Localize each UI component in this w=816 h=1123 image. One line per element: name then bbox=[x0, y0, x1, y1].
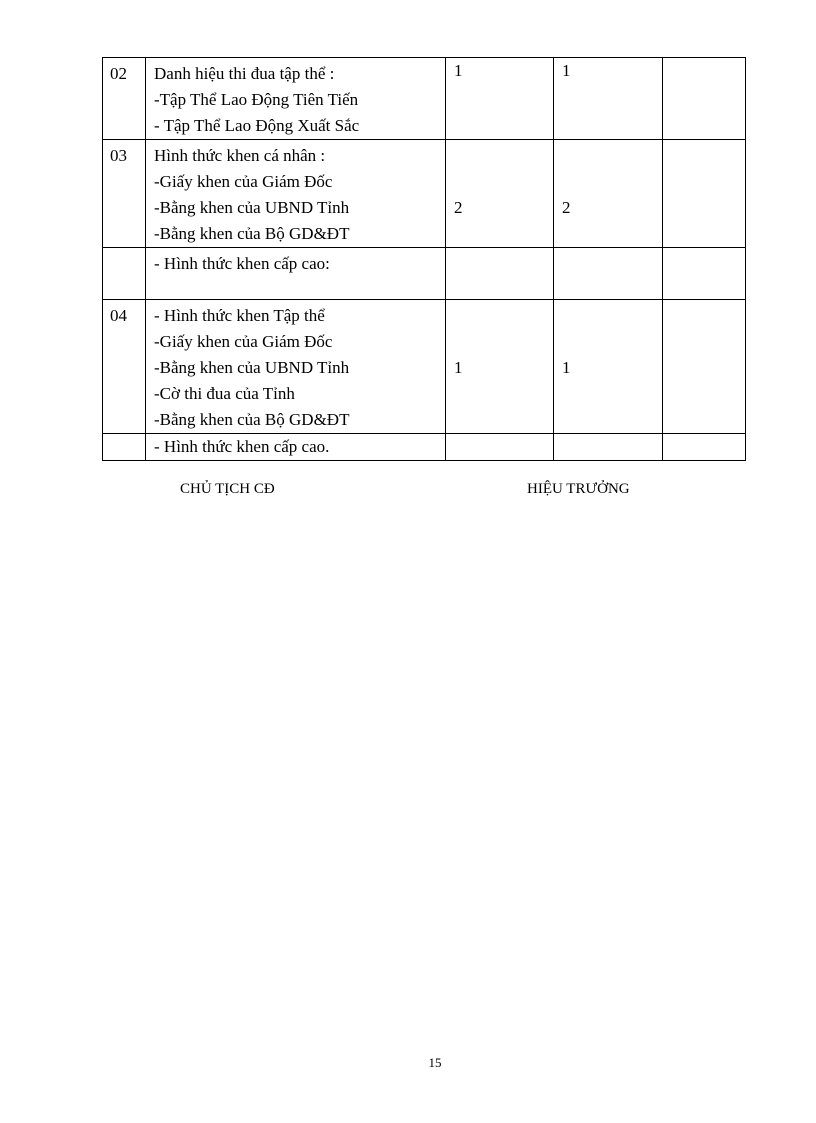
count-cell bbox=[446, 140, 554, 248]
row-number: 03 bbox=[103, 140, 146, 248]
content-line: -Giấy khen của Giám Đốc bbox=[154, 172, 333, 191]
count-cell bbox=[554, 434, 663, 461]
content-line: -Bằng khen của Bộ GD&ĐT bbox=[154, 224, 350, 243]
content-line: -Bằng khen của UBND Tỉnh bbox=[154, 358, 350, 377]
table-row bbox=[103, 140, 746, 248]
count-cell bbox=[446, 300, 554, 434]
count-value: 1 bbox=[562, 358, 571, 377]
notes-cell bbox=[663, 58, 746, 140]
signature-union-chair: CHỦ TỊCH CĐ bbox=[180, 481, 275, 497]
count-cell bbox=[446, 248, 554, 300]
awards-table bbox=[102, 57, 746, 461]
row-content bbox=[146, 300, 446, 434]
content-line: -Giấy khen của Giám Đốc bbox=[154, 332, 333, 351]
content-line: -Bằng khen của UBND Tỉnh bbox=[154, 198, 350, 217]
content-line: - Hình thức khen cấp cao: bbox=[154, 254, 330, 273]
count-value: 1 bbox=[454, 61, 463, 80]
notes-cell bbox=[663, 140, 746, 248]
count-value: 1 bbox=[562, 61, 571, 80]
page-number: 15 bbox=[428, 1055, 442, 1070]
row-content bbox=[146, 140, 446, 248]
table-row bbox=[103, 434, 746, 461]
content-line: - Hình thức khen cấp cao. bbox=[154, 437, 330, 456]
row-number: 02 bbox=[103, 58, 146, 140]
count-cell bbox=[446, 434, 554, 461]
content-line: -Cờ thi đua của Tỉnh bbox=[154, 384, 295, 403]
count-value: 1 bbox=[454, 358, 463, 377]
row-number bbox=[103, 248, 146, 300]
count-cell bbox=[446, 58, 554, 140]
row-content bbox=[146, 248, 446, 300]
notes-cell bbox=[663, 248, 746, 300]
content-line: Danh hiệu thi đua tập thể : bbox=[154, 64, 335, 83]
row-number: 04 bbox=[103, 300, 146, 434]
content-line: - Tập Thể Lao Động Xuất Sắc bbox=[154, 116, 360, 135]
row-content bbox=[146, 434, 446, 461]
content-line: -Tập Thể Lao Động Tiên Tiến bbox=[154, 90, 359, 109]
signature-principal: HIỆU TRƯỞNG bbox=[527, 481, 630, 497]
count-value: 2 bbox=[454, 198, 463, 217]
table-row bbox=[103, 58, 746, 140]
row-number bbox=[103, 434, 146, 461]
content-line: - Hình thức khen Tập thể bbox=[154, 306, 325, 325]
content-line: Hình thức khen cá nhân : bbox=[154, 146, 326, 165]
row-content bbox=[146, 58, 446, 140]
table-row bbox=[103, 248, 746, 300]
count-value: 2 bbox=[562, 198, 571, 217]
count-cell bbox=[554, 58, 663, 140]
count-cell bbox=[554, 300, 663, 434]
notes-cell bbox=[663, 300, 746, 434]
count-cell bbox=[554, 140, 663, 248]
table-row bbox=[103, 300, 746, 434]
content-line: -Bằng khen của Bộ GD&ĐT bbox=[154, 410, 350, 429]
notes-cell bbox=[663, 434, 746, 461]
count-cell bbox=[554, 248, 663, 300]
